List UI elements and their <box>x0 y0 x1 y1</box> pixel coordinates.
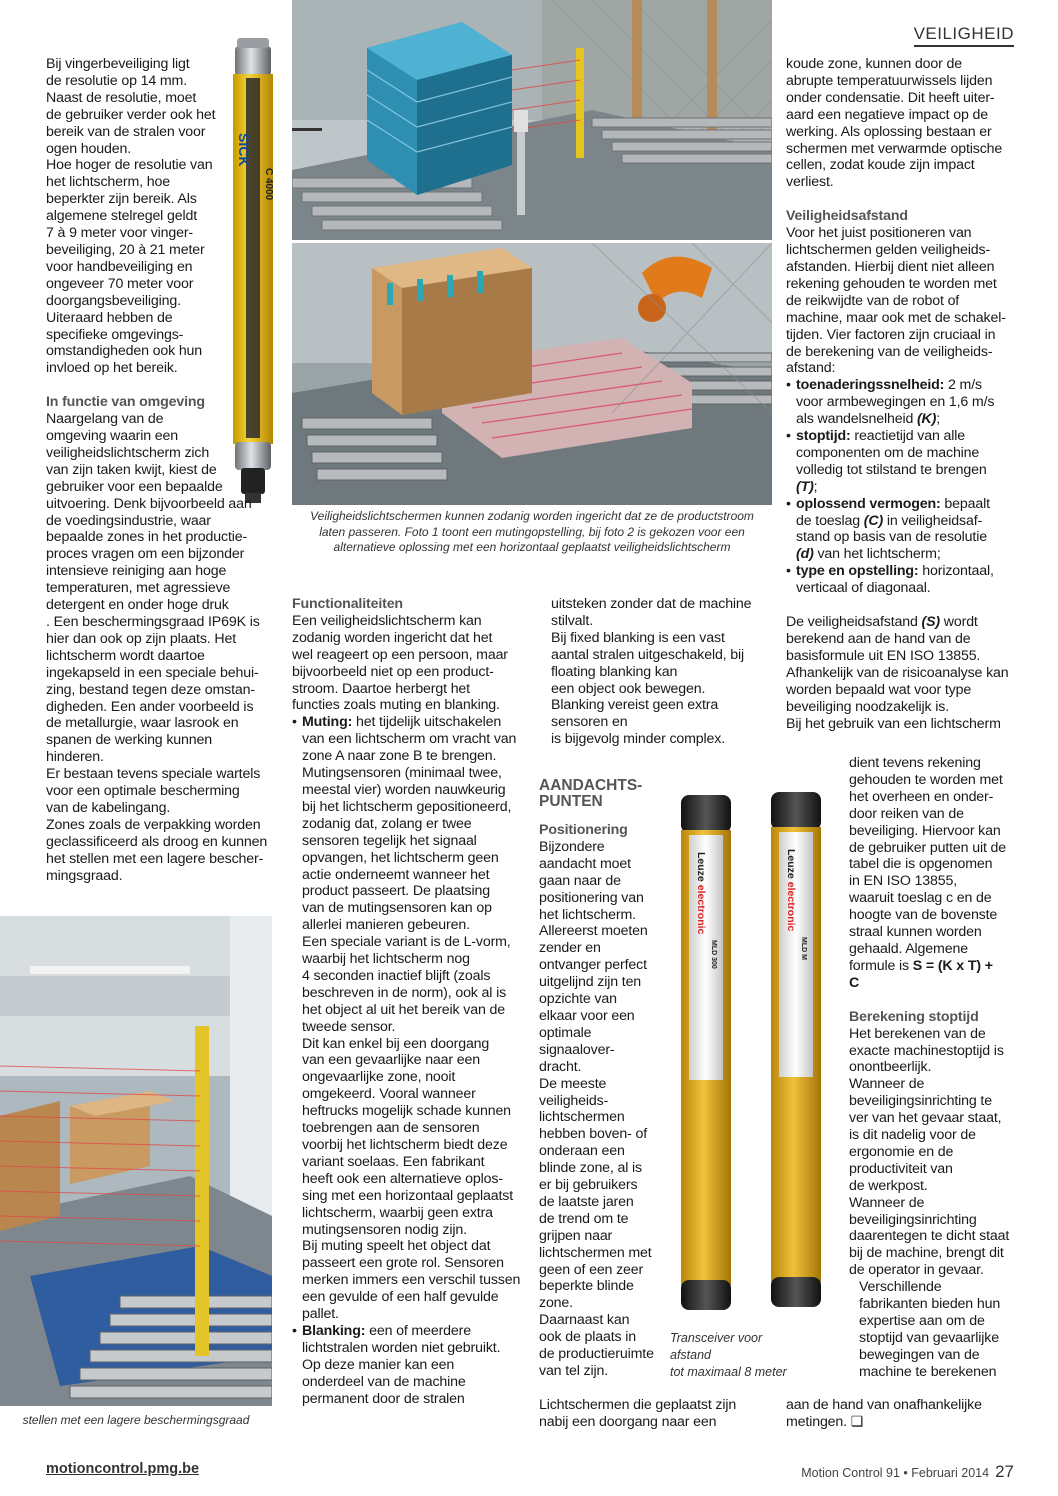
col1-para-3: Naargelang van de omgeving waarin een veiligheidslichtscherm zich van zijn taken kwijt, kiest de gebruiker voor een bepaalde uitvoering. Denk bijvoorbeeld aan de voedingsindustrie, waar bepaalde zones in het productie- proces vragen om een bijzonder intensieve reiniging aan hoge temperaturen, met agressieve detergent en onder hoge druk . Een beschermingsgraad IP69K is hier dan ook op zijn plaats. Het lichtscherm wordt daartoe ingekapseld in een speciale behui- zing, bestand tegen deze omstan- digheden. Een ander voorbeeld is de metallurgie, waar lasrook en spanen de werking kunnen hinderen. <box>46 411 260 766</box>
column-4-end <box>786 1397 1018 1431</box>
leuze-model-left-text: MLD 300 <box>710 940 717 969</box>
horizontal-curtain-photo <box>292 243 772 505</box>
column-4 <box>786 56 1018 732</box>
bullet-icon: • <box>786 563 791 580</box>
col1-heading-environment: In functie van omgeving <box>46 394 205 411</box>
leuze-caption: Transceiver voor afstand tot maximaal 8 meter <box>670 1331 787 1379</box>
col1-para-4: Er bestaan tevens speciale wartels voor een optimale bescherming van de kabelingang. <box>46 766 261 816</box>
bullet-muting: • Muting: het tijdelijk uitschakelen van een lichtscherm om vracht van zone A naar zone B te brengen. Mutingsensoren (minimaal twee, meestal vier) worden nauwkeurig bij het lichtscherm gepositioneerd, zodanig dat, zolang er twee sensoren tegelijk het signaal opvangen, het lichtscherm geen actie onderneemt wanneer het product passeert. De plaatsing van de mutingsensoren kan op allerlei manieren gebeuren. Een speciale variant is de L-vorm, waarbij het lichtscherm nog 4 seconden inactief blijft (zoals beschreven in de norm), ook al is het object al uit het bereik van de tweede sensor. Dit kan enkel bij een doorgang van een gevaarlijke naar een ongevaarlijke zone, nooit omgekeerd. Vooral wanneer heftrucks mogelijk schade kunnen toebrengen aan de sensoren voorbij het lichtscherm biedt deze variant soelaas. Een fabrikant heeft ook een alternatieve oplos- sing met een horizontaal geplaatst lichtscherm, waarbij geen extra mutingsensoren nodig zijn. Bij muting speelt het object dat passeert een grote rol. Sensoren merken immers een verschil tussen een gevulde of een half gevulde pallet. <box>292 714 521 1323</box>
leuze-brand-text-1: Leuze <box>695 852 707 882</box>
bullet-type-setup: • type en opstelling: horizontaal, verticaal of diagonaal. <box>786 563 994 597</box>
bullet-icon: • <box>786 377 791 394</box>
col1-para-1: Bij vingerbeveiliging ligt de resolutie op 14 mm. Naast de resolutie, moet de gebruiker verder ook het bereik van de stralen voor ogen houden. <box>46 56 216 157</box>
column-4-narrow <box>849 755 1019 1381</box>
website-link[interactable]: motioncontrol.pmg.be <box>46 1461 200 1477</box>
col4-para-7: aan de hand van onafhankelijke metingen. ❏ <box>786 1397 982 1430</box>
sick-model-text: C 4000 <box>263 168 274 201</box>
column-3-positionering <box>539 822 669 1380</box>
col2-para-1: Een veiligheidslichtscherm kan zodanig worden ingericht dat het wel reageert op een persoon, maar bijvoorbeeld niet op een product- stroom. Daartoe herbergt het functies zoals muting en blanking. <box>292 612 508 714</box>
muting-photo <box>292 0 772 240</box>
photo-caption-top: Veiligheidslichtschermen kunnen zodanig worden ingericht dat ze de productstroom laten passeren. Foto 1 toont een mutingopstelling, bij foto 2 is gekozen voor een alternatieve oplossing met een horizontaal geplaatst veiligheidslichtscherm <box>310 509 754 554</box>
col4-para-2: Voor het juist positioneren van lichtschermen gelden veiligheids- afstanden. Hierbij dient niet alleen rekening gehouden te worden met de reikwijdte van de robot of machine, maar ook met de schakel- tijden. Vier factoren zijn cruciaal in de berekening van de veiligheids- afstand: <box>786 225 1006 377</box>
bullet-blanking: • Blanking: een of meerdere lichtstralen worden niet gebruikt. Op deze manier kan een onderdeel van de machine permanent door de stralen <box>292 1322 501 1407</box>
col4-para-3: De veiligheidsafstand (S) wordt berekend aan de hand van de basisformule uit EN ISO 13855. Afhankelijk van de risicoanalyse kan worden bepaald wat voor type beveiliging noodzakelijk is. <box>786 614 1009 715</box>
col3-heading-positionering: Positionering <box>539 822 628 838</box>
col4-para-1: koude zone, kunnen door de abrupte temperatuurwissels lijden onder condensatie. Dit heeft uiter- aard een negatieve impact op de werking. Als oplossing bestaan er schermen met verwarmde optische cellen, zodat koude zijn impact verliest. <box>786 56 1003 191</box>
column-3 <box>539 596 771 748</box>
col4-para-4: Bij het gebruik van een lichtscherm <box>786 715 1001 732</box>
photo-caption-bottom-left: stellen met een lagere beschermingsgraad <box>22 1413 250 1427</box>
packaging-line-photo <box>0 916 272 1406</box>
col2-heading-functionalities: Functionaliteiten <box>292 596 403 612</box>
section-title: VEILIGHEID <box>914 24 1014 47</box>
bullet-stop-time: • stoptijd: reactietijd van alle componenten om de machine volledig tot stilstand te brengen (T); <box>786 428 987 495</box>
col4-heading-stop-time: Berekening stoptijd <box>849 1008 979 1025</box>
col3-para-1: uitsteken zonder dat de machine stilvalt. Bij fixed blanking is een vast aantal stralen uitgeschakeld, bij floating blanking kan een object ook bewegen. Blanking vereist geen extra sensoren en is bijgevolg minder complex. <box>551 596 752 748</box>
aandachtspunten-heading: AANDACHTS- PUNTEN <box>539 777 643 810</box>
sick-brand-text: SICK <box>236 133 252 167</box>
column-2 <box>292 596 524 1408</box>
bullet-icon: • <box>786 428 791 445</box>
svg-text:Leuzeelectronic: Leuzeelectronic <box>785 849 797 932</box>
leuze-model-right-text: MLD M <box>800 937 807 960</box>
blanking-term: Blanking: <box>302 1322 366 1339</box>
column-3-end <box>539 1397 771 1431</box>
col1-para-2: Hoe hoger de resolutie van het lichtscherm, hoe beperkter zijn bereik. Als algemene stelregel geldt 7 à 9 meter voor vinger- beveiliging, 20 à 21 meter voor handbeveiliging en ongeveer 70 meter voor doorgangsbeveiliging. Uiteraard hebben de specifieke omgevings- omstandigheden ook hun invloed op het bereik. <box>46 157 213 377</box>
col4-heading-safety-distance: Veiligheidsafstand <box>786 208 908 225</box>
col4-para-4-cont: dient tevens rekening gehouden te worden met het overheen en onder- door reiken van de beveiliging. Hiervoor kan de gebruiker putten uit de tabel die is opgenomen in EN ISO 13855, waaruit toeslag c en de hoogte van de bovenste straal kunnen worden gehaald. Algemene formule is S = (K x T) + C <box>849 755 1007 991</box>
col3-para-3: Lichtschermen die geplaatst zijn nabij een doorgang naar een <box>539 1397 737 1430</box>
footer-issue <box>801 1462 1014 1482</box>
bullet-icon: • <box>786 495 791 512</box>
svg-text:Leuzeelectronic: Leuzeelectronic <box>695 852 707 935</box>
col4-para-6: Verschillende fabrikanten bieden hun expertise aan om de stoptijd van gevaarlijke bewegingen van de machine te berekenen <box>859 1279 1001 1380</box>
bullet-icon: • <box>292 714 297 731</box>
col1-para-5: Zones zoals de verpakking worden geclassificeerd als droog en kunnen het stellen met een lagere bescher- mingsgraad. <box>46 816 268 884</box>
col4-para-5: Het berekenen van de exacte machinestoptijd is onontbeerlijk. Wanneer de beveiligingsinrichting te ver van het gevaar staat, is dit nadelig voor de ergonomie en de productiviteit van de werkpost. Wanneer de beveiligingsinrichting daarentegen te dicht staat bij de machine, brengt dit de operator in gevaar. <box>849 1025 1010 1279</box>
leuze-light-curtains-image <box>676 790 826 1315</box>
page-number: 27 <box>995 1462 1014 1481</box>
safety-distance-formula: S = (K x T) + <box>912 957 993 974</box>
muting-term: Muting: <box>302 714 353 731</box>
col3-para-2: Bijzondere aandacht moet gaan naar de positionering van het lichtscherm. Allereerst moeten zender en ontvanger perfect uitgelijnd zijn ten opzichte van elkaar voor een optimale signaalover- dracht. De meeste veiligheids- lichtschermen hebben boven- of onderaan een blinde zone, al is er bij gebruikers de laatste jaren de trend om te grijpen naar lichtschermen met geen of een zeer beperkte blinde zone. Daarnaast kan ook de plaats in de productieruimte van tel zijn. <box>539 838 654 1379</box>
leuze-brand-text-2: Leuze <box>785 849 797 879</box>
column-1 <box>46 56 276 885</box>
bullet-icon: • <box>292 1322 297 1339</box>
issue-text: Motion Control 91 • Februari 2014 <box>801 1466 990 1480</box>
bullet-resolution: • oplossend vermogen: bepaalt de toeslag (C) in veiligheidsaf- stand op basis van de resolutie (d) van het lichtscherm; <box>786 495 990 563</box>
bullet-approach-speed: • toenaderingssnelheid: 2 m/s voor armbewegingen en 1,6 m/s als wandelsnelheid (K); <box>786 377 995 428</box>
